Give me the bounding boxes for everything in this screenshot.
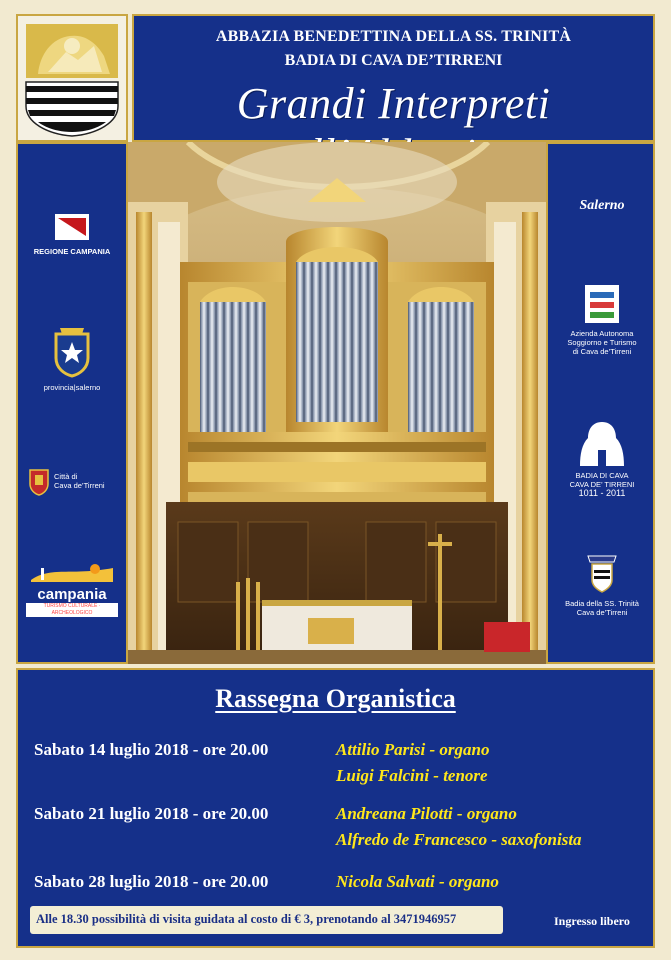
azienda-turismo-logo: [552, 284, 652, 356]
event-1-date: Sabato 14 luglio 2018 - ore 20.00: [34, 740, 269, 759]
guided-tour-notice: [30, 906, 503, 934]
organ-illustration: [128, 142, 546, 664]
badia-label-2: CAVA DE’ TIRRENI: [569, 480, 635, 489]
badia2-label-1: Badia della SS. Trinità: [565, 599, 639, 608]
citta-crest-icon: [28, 466, 50, 496]
provincia-salerno-logo: [26, 326, 118, 392]
organization-location: BADIA DI CAVA DE’TIRRENI: [284, 52, 503, 69]
event-3-performer-1: Nicola Salvati - organo: [336, 872, 499, 891]
guided-tour-text: Alle 18.30 possibilità di visita guidata al costo di € 3, prenotando al 3471946957: [36, 912, 457, 926]
campania-tourism-logo: [26, 562, 118, 617]
event-3-date: Sabato 28 luglio 2018 - ore 20.00: [34, 872, 269, 891]
citta-label-2: Cava de’Tirreni: [54, 481, 105, 490]
bishop-crest-icon: [580, 552, 624, 594]
event-2-performer-2: Alfredo de Francesco - saxofonista: [336, 830, 582, 849]
provincia-crest-icon: [52, 326, 92, 378]
organization-name: ABBAZIA BENEDETTINA DELLA SS. TRINITÀ: [215, 28, 572, 45]
regione-campania-logo: [26, 212, 118, 256]
crest-emblem-icon: [18, 16, 126, 140]
header-banner: [132, 14, 655, 142]
azienda-label-1: Azienda Autonoma: [570, 329, 634, 338]
event-2-performer-1: Andreana Pilotti - organo: [336, 804, 517, 823]
event-2-date: Sabato 21 luglio 2018 - ore 20.00: [34, 804, 269, 823]
program-panel: [16, 668, 655, 948]
free-entry-label: Ingresso libero: [554, 914, 630, 928]
event-1-performer-2: Luigi Falcini - tenore: [336, 766, 488, 785]
regione-emblem-icon: [52, 212, 92, 242]
badia-label-1: BADIA DI CAVA: [575, 471, 629, 480]
badia2-label-2: Cava de’Tirreni: [576, 608, 628, 617]
monk-silhouette-icon: [580, 420, 624, 466]
badia-years: 1011 - 2011: [578, 488, 626, 498]
salerno-logo: [552, 198, 652, 214]
campania-landscape-icon: [31, 562, 113, 582]
salerno-label: Salerno: [579, 198, 625, 213]
program-subtitle: Rassegna Organistica: [215, 684, 456, 713]
azienda-label-3: di Cava de’Tirreni: [572, 347, 632, 356]
azienda-label-2: Soggiorno e Turismo: [567, 338, 637, 347]
abbey-crest: [16, 14, 128, 142]
regione-label: REGIONE CAMPANIA: [33, 247, 111, 256]
right-sponsor-panel: [546, 142, 655, 664]
citta-cava-logo: [24, 464, 124, 500]
campania-label: campania: [37, 586, 107, 603]
badia-trinita-logo: [552, 552, 652, 617]
event-1-performer-1: Attilio Parisi - organo: [336, 740, 490, 759]
poster-title: Grandi Interpreti: [236, 79, 551, 128]
campania-sublabel: TURISMO CULTURALE · ARCHEOLOGICO: [26, 603, 118, 617]
left-sponsor-panel: [16, 142, 128, 664]
organ-photo: [128, 142, 546, 664]
azienda-emblem-icon: [584, 284, 620, 324]
provincia-label: provincia|salerno: [43, 383, 101, 392]
citta-label-1: Città di: [54, 472, 78, 481]
badia-millennium-logo: [552, 420, 652, 498]
